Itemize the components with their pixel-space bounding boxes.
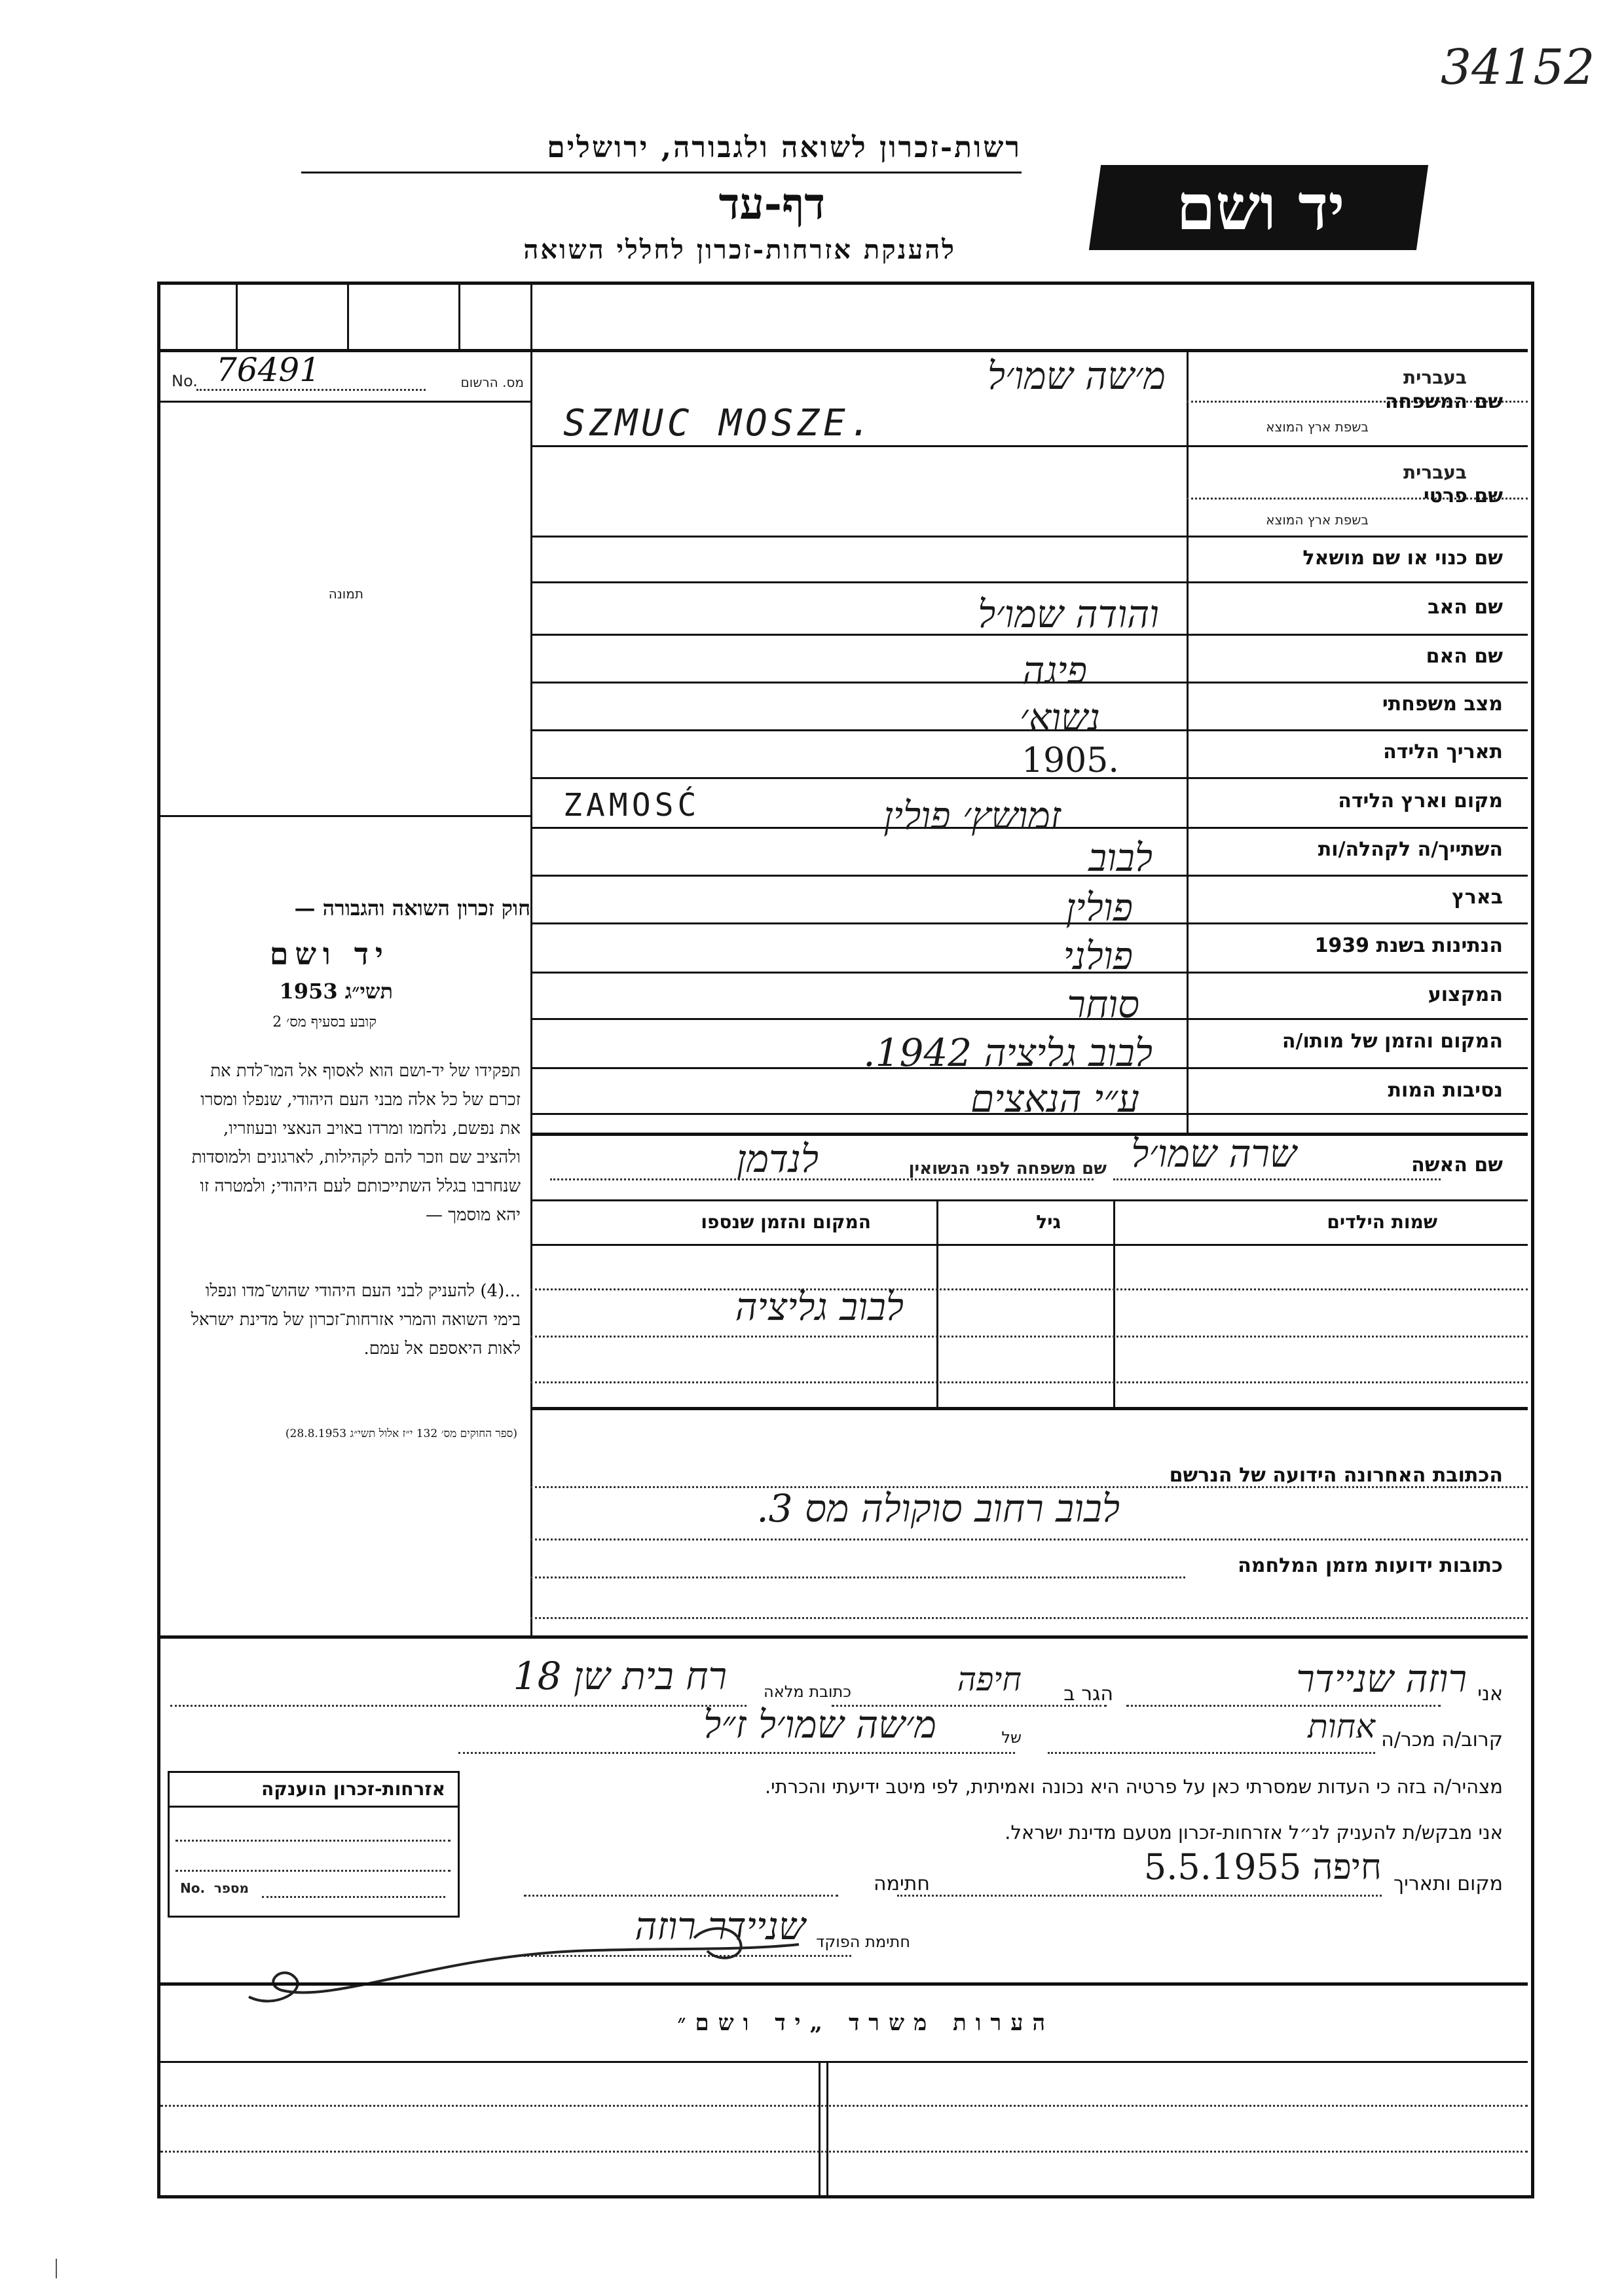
last-address-label: הכתובת האחרונה הידועה של הנרשם [1169,1464,1503,1487]
form-title: דף-עד [718,178,825,229]
family-name-hebrew-sub: בעברית [1403,367,1467,388]
community-label: השתייך/ה לקהלה/ות [1318,838,1503,861]
archive-number: 34152 [1441,39,1595,96]
official-signature-label: חתימת הפוקד [816,1933,910,1951]
mother-label: שם האם [1426,645,1503,668]
children-header-names: שמות הילדים [1327,1211,1437,1233]
wife-maiden-value: לנדמן [736,1137,819,1181]
signature-scribble [236,1912,812,2016]
family-name-origin-sub: בשפת ארץ המוצא [1266,419,1369,435]
declarant-address-label: כתובת מלאה [764,1683,851,1701]
declarant-resides-value: חיפה [957,1660,1022,1698]
signature-label: חתימה [873,1872,930,1895]
birth-place-label: מקום וארץ הלידה [1338,790,1503,812]
header-underline [301,172,1022,173]
first-name-hebrew-sub: בעברית [1403,462,1467,483]
form-subtitle: להענקת אזרחות-זכרון לחללי השואה [523,234,956,265]
place-date-label: מקום ותאריך [1393,1872,1503,1895]
logo-text: יד ושם [1176,170,1345,244]
certificate-no-he: מספר [213,1880,249,1896]
authority-name: רשות-זכרון לשואה ולגבורה, ירושלים [547,131,1022,164]
wife-maiden-label: שם משפחה לפני הנשואין [908,1159,1107,1178]
wartime-address-label: כתובות ידועות מזמן המלחמה [1238,1554,1503,1577]
nickname-label: שם כנוי או שם מושאל [1302,547,1503,570]
profession-label: המקצוע [1428,983,1503,1006]
registration-label: מס. הרשום [460,374,524,390]
family-name-hebrew-value: מ׳שה שמו׳ל [987,354,1166,398]
children-row-place: לבוב גליציה [735,1285,904,1329]
office-notes-title: הערות משרד „יד ושם״ [677,2010,1054,2036]
law-section: קובע בסעיף מס׳ 2 [272,1014,377,1030]
law-citation: (ספר החוקים מס׳ 132 י״ז אלול תשי״ג 28.8.1953) [285,1427,517,1440]
declarant-request-text: אני מבקש/ת להעניק לנ״ל אזרחות-זכרון מטעם מדינת ישראל. [1005,1821,1503,1844]
father-label: שם האב [1428,596,1503,619]
citizenship-label: הנתינות בשנת 1939 [1314,934,1503,957]
declarant-declare-text: מצהיר/ה בזה כי העדות שמסרתי כאן על פרטיה היא נכונה ואמיתית, לפי מיטב ידיעתי והכרתי. [764,1776,1503,1798]
death-place-value: לבוב גליציה 1942. [863,1030,1153,1075]
profession-value: סוחר [1067,982,1139,1027]
place-date-value: חיפה 5.5.1955 [1143,1846,1382,1887]
left-column-divider [530,285,532,1635]
declarant-resides-label: הגר ב [1063,1683,1113,1705]
law-name: יד ושם [269,936,390,972]
corner-mark [56,2259,60,2278]
birth-place-latin-value: ZAMOSĆ [563,787,701,824]
declarant-ani-value: רוזה שניידר [1296,1656,1467,1701]
mother-value: פיגה [1022,648,1087,693]
marital-value: נשוא׳ [1020,695,1100,740]
country-value: פולין [1065,885,1133,930]
registration-no-label: No. [172,372,198,390]
children-header-age: גיל [1036,1211,1061,1233]
label-column-divider [1187,350,1189,1133]
law-paragraph-1: תפקידו של יד-ושם הוא לאסוף אל המו־לדת את זכרם של כל אלה מבני העם היהודי, שנפלו ומסרו את נפשם, נלחמו ומרדו באויב הנאצי ובעוזריו, ולהציב שם וזכר להם לקהילות, לארגונים ולמוסדות שנחרבו בגלל השתייכותם לעם היהודי; ולמטרה זו יהא מוסמך — [191,1061,521,1225]
family-name-origin-value: SZMUC MOSZE. [563,402,876,445]
law-paragraph-2: ...(4) להעניק לבני העם היהודי שהוש־מדו ונפלו בימי השואה והמרי אזרחות־זכרון של מדינת ישראל לאות היאספם אל עמם. [191,1281,521,1358]
country-label: בארץ [1451,886,1503,909]
death-circumstances-value: ע״י הנאצים [970,1076,1139,1121]
last-address-value: לבוב רחוב סוקולה מס 3. [756,1486,1120,1531]
family-name-label: שם המשפחה [1384,390,1503,413]
law-title: חוק זכרון השואה והגבורה — [294,896,530,920]
official-signature-value: שניידר רוזה [635,1904,805,1948]
father-value: והודה שמו׳ל [978,592,1159,636]
birth-date-value: 1905. [1022,741,1119,780]
birth-date-label: תאריך הלידה [1383,740,1503,763]
photo-label: תמונה [328,586,363,602]
first-name-label: שם פרטי [1423,484,1503,507]
law-year: תשי״ג 1953 [279,979,393,1004]
death-circumstances-label: נסיבות המות [1388,1079,1503,1102]
citizenship-value: פולני [1063,934,1133,978]
certificate-title: אזרחות-זכרון הוענקה [261,1778,445,1800]
first-name-origin-sub: בשפת ארץ המוצא [1266,512,1369,528]
wife-value: שרה שמו׳ל [1131,1131,1297,1176]
top-strip-line [160,349,1528,352]
community-value: לבוב [1088,835,1153,880]
wife-label: שם האשה [1411,1154,1503,1176]
children-header-place: המקום והזמן שנספו [701,1211,871,1233]
certificate-no-en: No. [180,1880,206,1896]
declarant-relative-label: קרוב/ה מכר/ה [1381,1728,1503,1751]
declarant-address-value: רח בית שן 18 [513,1654,727,1698]
death-place-label: המקום והזמן של מותו/ה [1282,1030,1503,1053]
declarant-of-value: מ׳שה שמו׳ל ז״ל [703,1702,936,1747]
declarant-relative-value: אחות [1308,1707,1375,1745]
declarant-of-label: של [1001,1728,1022,1747]
registration-number: 76491 [216,351,321,389]
marital-label: מצב משפחתי [1382,693,1503,716]
birth-place-hebrew-value: זמושץ׳ פולין [883,793,1061,838]
declarant-ani-label: אני [1477,1683,1503,1705]
